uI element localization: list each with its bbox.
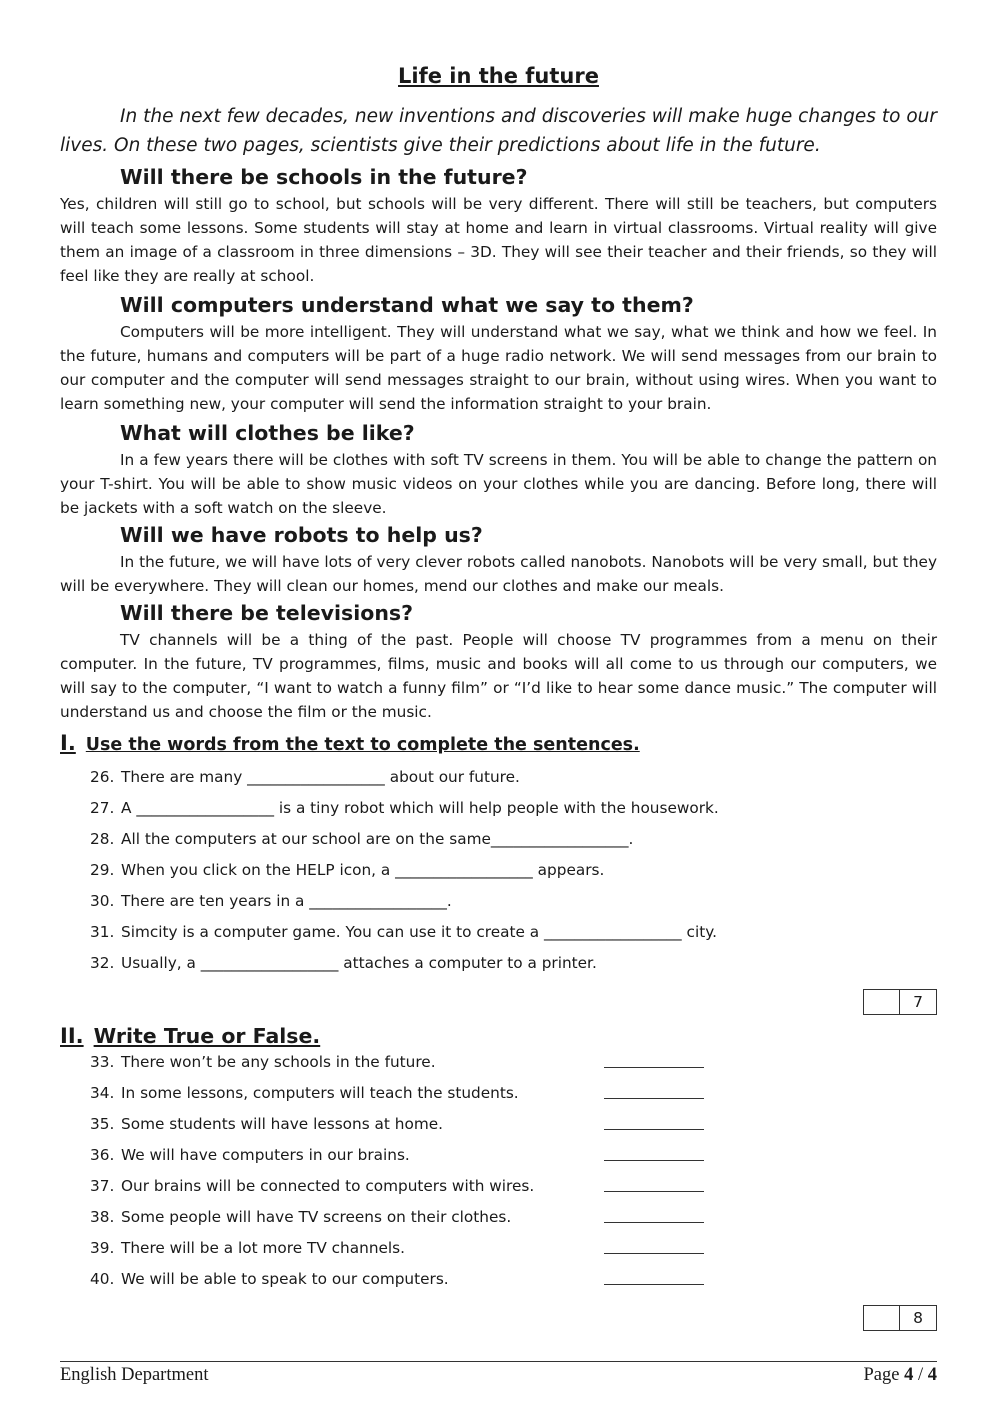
item-text: When you click on the HELP icon, a __________________ appears.	[121, 861, 605, 879]
item-number: 27.	[90, 799, 115, 817]
answer-blank[interactable]	[604, 1284, 704, 1285]
item-text: All the computers at our school are on the same__________________.	[121, 830, 634, 848]
item-number: 33.	[90, 1053, 115, 1071]
reading-section	[60, 598, 937, 724]
score-input-cell[interactable]	[864, 990, 900, 1014]
item-text: There will be a lot more TV channels.	[121, 1239, 406, 1257]
score-box	[863, 989, 937, 1015]
item-number: 28.	[90, 830, 115, 848]
answer-blank[interactable]	[604, 1098, 704, 1099]
item-number: 32.	[90, 954, 115, 972]
list-item	[60, 793, 937, 824]
list-item	[60, 917, 937, 948]
exercise-1	[60, 728, 937, 1019]
answer-blank[interactable]	[604, 1160, 704, 1161]
item-text: In some lessons, computers will teach the students.	[121, 1084, 519, 1102]
item-text: We will have computers in our brains.	[121, 1146, 410, 1164]
exercise-1-instruction: Use the words from the text to complete the sentences.	[85, 735, 640, 755]
list-item	[60, 1264, 937, 1295]
section-heading: What will clothes be like?	[120, 421, 415, 445]
list-item	[60, 762, 937, 793]
list-item	[60, 824, 937, 855]
item-text: There won’t be any schools in the future.	[121, 1053, 436, 1071]
reading-section	[60, 290, 937, 416]
exercise-2-instruction: Write True or False.	[93, 1024, 321, 1048]
answer-blank[interactable]	[604, 1067, 704, 1068]
item-number: 36.	[90, 1146, 115, 1164]
exercise-2-number: II.	[60, 1024, 84, 1048]
item-number: 39.	[90, 1239, 115, 1257]
page-separator: /	[917, 1365, 924, 1385]
item-text: Our brains will be connected to computers with wires.	[121, 1177, 535, 1195]
item-number: 31.	[90, 923, 115, 941]
reading-section	[60, 418, 937, 520]
list-item	[60, 1047, 937, 1078]
max-score: 8	[913, 1309, 923, 1327]
list-item	[60, 855, 937, 886]
list-item	[60, 1140, 937, 1171]
exercise-1-list	[60, 762, 937, 979]
reading-section	[60, 520, 937, 598]
worksheet-page	[60, 0, 937, 1335]
list-item	[60, 948, 937, 979]
item-number: 34.	[90, 1084, 115, 1102]
list-item	[60, 1078, 937, 1109]
section-heading: Will there be schools in the future?	[120, 165, 528, 189]
page-number	[864, 1365, 937, 1386]
list-item	[60, 1233, 937, 1264]
item-number: 37.	[90, 1177, 115, 1195]
exercise-2	[60, 1021, 937, 1335]
item-text: There are ten years in a __________________.	[121, 892, 452, 910]
section-heading: Will there be televisions?	[120, 601, 414, 625]
list-item	[60, 886, 937, 917]
item-number: 29.	[90, 861, 115, 879]
answer-blank[interactable]	[604, 1129, 704, 1130]
item-text: Simcity is a computer game. You can use it to create a __________________ city.	[121, 923, 717, 941]
page-label: Page	[863, 1365, 900, 1385]
item-number: 38.	[90, 1208, 115, 1226]
exercise-1-title	[60, 728, 937, 760]
item-text: Some students will have lessons at home.	[121, 1115, 444, 1133]
section-heading: Will we have robots to help us?	[120, 523, 483, 547]
answer-blank[interactable]	[604, 1222, 704, 1223]
page-footer	[60, 1361, 937, 1386]
item-text: We will be able to speak to our computers.	[121, 1270, 449, 1288]
page-current: 4	[904, 1365, 914, 1385]
score-box	[863, 1305, 937, 1331]
item-number: 30.	[90, 892, 115, 910]
section-body: In a few years there will be clothes with soft TV screens in them. You will be able to change the pattern on your T-shirt. You will be able to show music videos on your clothes while you are dancing. Before long, there will be jackets with a soft watch on the sleeve.	[60, 451, 937, 517]
section-body: Yes, children will still go to school, but schools will be very different. There will still be teachers, but computers will teach some lessons. Some students will stay at home and learn in virtual classrooms. Virtual reality will give them an image of a classroom in three dimensions – 3D. They will see their teacher and their friends, so they will feel like they are really at school.	[60, 195, 937, 285]
item-number: 26.	[90, 768, 115, 786]
exercise-1-number: I.	[60, 731, 76, 755]
page-title: Life in the future	[398, 64, 599, 88]
item-text: Usually, a __________________ attaches a computer to a printer.	[121, 954, 597, 972]
section-heading: Will computers understand what we say to them?	[120, 293, 694, 317]
list-item	[60, 1202, 937, 1233]
exercise-2-list	[60, 1047, 937, 1295]
intro-paragraph: In the next few decades, new inventions and discoveries will make huge changes to our lives. On these two pages, scientists give their predictions about life in the future.	[60, 106, 937, 156]
score-input-cell[interactable]	[864, 1306, 900, 1330]
section-body: In the future, we will have lots of very clever robots called nanobots. Nanobots will be very small, but they will be everywhere. They will clean our homes, mend our clothes and make our meals.	[60, 553, 937, 595]
department-label: English Department	[60, 1365, 209, 1385]
answer-blank[interactable]	[604, 1191, 704, 1192]
page-total: 4	[927, 1365, 937, 1385]
item-number: 40.	[90, 1270, 115, 1288]
item-text: Some people will have TV screens on their clothes.	[121, 1208, 512, 1226]
item-text: A __________________ is a tiny robot which will help people with the housework.	[121, 799, 719, 817]
item-text: There are many __________________ about our future.	[121, 768, 520, 786]
section-body: TV channels will be a thing of the past. People will choose TV programmes from a menu on their computer. In the future, TV programmes, films, music and books will all come to us through our computers, we will say to the computer, “I want to watch a funny film” or “I’d like to hear some dance music.” The computer will understand us and choose the film or the music.	[60, 631, 937, 721]
list-item	[60, 1171, 937, 1202]
item-number: 35.	[90, 1115, 115, 1133]
answer-blank[interactable]	[604, 1253, 704, 1254]
reading-section	[60, 162, 937, 288]
list-item	[60, 1109, 937, 1140]
section-body: Computers will be more intelligent. They will understand what we say, what we think and how we feel. In the future, humans and computers will be part of a huge radio network. We will send messages from our brain to our computer and the computer will send messages straight to our brain, without using wires. When you want to learn something new, your computer will send the information straight to your brain.	[60, 323, 937, 413]
max-score: 7	[913, 993, 923, 1011]
